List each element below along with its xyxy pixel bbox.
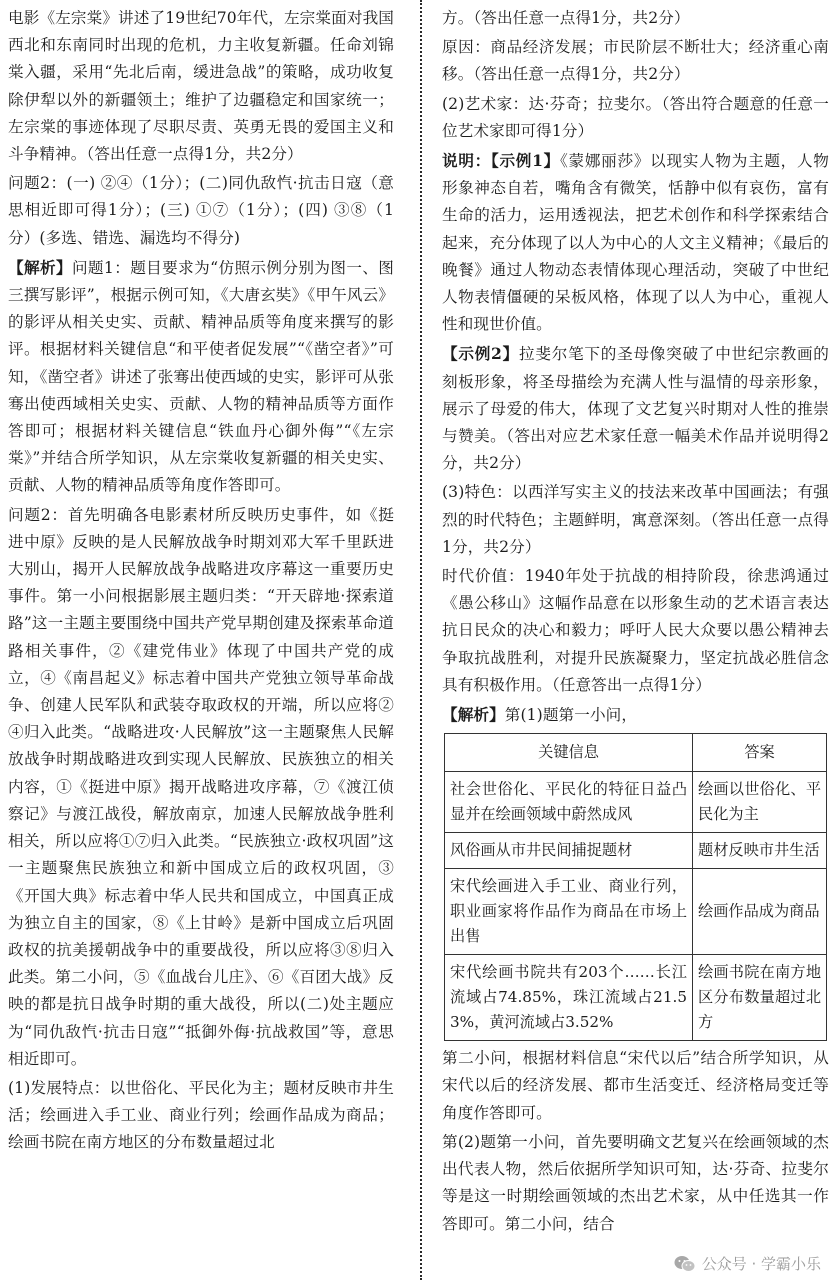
right-paragraph-2: 原因：商品经济发展；市民阶层不断壮大；经济重心南移。（答出任意一点得1分，共2分） — [442, 38, 829, 84]
right-column — [442, 0, 831, 1280]
right-paragraph-6: (3)特色：以西洋写实主义的技法来改革中国画法；有强烈的时代特色；主题鲜明，寓意深刻。（答出任意一点得1分，共2分） — [442, 483, 829, 556]
analysis-tag: 【解析】 — [8, 257, 72, 277]
table-header-row — [445, 734, 827, 772]
watermark — [674, 1253, 821, 1274]
right-paragraph-7: 时代价值：1940年处于抗战的相持阶段，徐悲鸿通过《愚公移山》这幅作品意在以形象生动的艺术语言表达抗日民众的决心和毅力；呼吁人民大众要以愚公精神去争取抗战胜利，对提升民族凝聚力，坚定抗战必胜信念具有积极作用。（任意答出一点得1分） — [442, 567, 829, 694]
table-row — [445, 955, 827, 1041]
right-paragraph-3: (2)艺术家：达·芬奇；拉斐尔。（答出符合题意的任意一位艺术家即可得1分） — [442, 94, 829, 140]
wechat-icon — [674, 1255, 696, 1273]
column-divider — [420, 0, 422, 1280]
right-paragraph-5: 【示例2】拉斐尔笔下的圣母像突破了中世纪宗教画的刻板形象，将圣母描绘为充满人性与温情的母亲形象，展示了母爱的伟大，体现了文艺复兴时期对人性的推崇与赞美。（答出对应艺术家任意一幅美术作品并说明得2分，共2分） — [442, 344, 829, 473]
table-cell: 宋代绘画进入手工业、商业行列，职业画家将作品作为商品在市场上出售 — [445, 869, 693, 955]
left-paragraph-5: (1)发展特点：以世俗化、平民化为主；题材反映市井生活；绘画进入手工业、商业行列；绘画作品成为商品；绘画书院在南方地区的分布数量超过北 — [8, 1078, 394, 1152]
table-cell: 宋代绘画书院共有203个……长江流域占74.85%，珠江流域占21.53%，黄河流域占3.52% — [445, 955, 693, 1041]
left-paragraph-3: 【解析】问题1：题目要求为“仿照示例分别为图一、图三撰写影评”，根据示例可知，《大唐玄奘》《甲午风云》的影评从相关史实、贡献、精神品质等角度来撰写的影评。根据材料关键信息“和平使者促发展”“《凿空者》”可知，《凿空者》讲述了张骞出使西域的史实，影评可从张骞出使西域相关史实、贡献、人物的精神品质等方面作答即可；根据材料关键信息“铁血丹心御外侮”“《左宗棠》”并结合所学知识，从左宗棠收复新疆的相关史实、贡献、人物的精神品质等角度作答即可。 — [8, 257, 394, 495]
table-cell: 绘画书院在南方地区分布数量超过北方 — [693, 955, 827, 1041]
table-cell: 绘画以世俗化、平民化为主 — [693, 772, 827, 833]
example-2-tag: 【示例2】 — [442, 344, 520, 364]
table-row — [445, 833, 827, 869]
watermark-text: 公众号 · 学霸小乐 — [701, 1255, 821, 1273]
table-row — [445, 772, 827, 833]
table-header: 关键信息 — [445, 734, 693, 772]
left-paragraph-4: 问题2：首先明确各电影素材所反映历史事件，如《挺进中原》反映的是人民解放战争时期刘邓大军千里跃进大别山，揭开人民解放战争战略进攻序幕这一重要历史事件。第一小问根据影展主题归类：“开天辟地·探索道路”这一主题主要围绕中国共产党早期创建及探索革命道路相关事件，②《建党伟业》体现了中国共产党的成立，④《南昌起义》标志着中国共产党独立领导革命战争、创建人民军队和武装夺取政权的开端，所以应将②④归入此类。“战略进攻·人民解放”这一主题聚焦人民解放战争时期战略进攻到实现人民解放、民族独立的相关内容，①《挺进中原》揭开战略进攻序幕，⑦《渡江侦察记》与渡江战役，解放南京，加速人民解放战争胜利相关，所以应将①⑦归入此类。“民族独立·政权巩固”这一主题聚焦民族独立和新中国成立后的政权巩固，③《开国大典》标志着中华人民共和国成立，中国真正成为独立自主的国家，⑧《上甘岭》是新中国成立后巩固政权的抗美援朝战争中的重要战役，所以应将③⑧归入此类。第二小问，⑤《血战台儿庄》、⑥《百团大战》反映的都是抗日战争时期的重大战役，所以(二)处主题应为“同仇敌忾·抗击日寇”“抵御外侮·抗战救国”等，意思相近即可。 — [8, 505, 394, 1068]
example-1-tag: 说明：【示例1】 — [442, 151, 561, 171]
left-paragraph-2: 问题2：(一) ②④（1分）；(二)同仇敌忾·抗击日寇（意思相近即可得1分）；(三) ①⑦（1分）；(四) ③⑧（1分）(多选、错选、漏选均不得分) — [8, 174, 394, 247]
table-cell: 绘画作品成为商品 — [693, 869, 827, 955]
table-cell: 社会世俗化、平民化的特征日益凸显并在绘画领域中蔚然成风 — [445, 772, 693, 833]
right-paragraph-9: 第二小问，根据材料信息“宋代以后”结合所学知识，从宋代以后的经济发展、都市生活变迁、经济格局变迁等角度作答即可。 — [442, 1049, 829, 1122]
table-header: 答案 — [693, 734, 827, 772]
left-paragraph-1: 电影《左宗棠》讲述了19世纪70年代，左宗棠面对我国西北和东南同时出现的危机，力主收复新疆。任命刘锦棠入疆，采用“先北后南，缓进急战”的策略，成功收复除伊犁以外的新疆领土；维护了边疆稳定和国家统一；左宗棠的事迹体现了尽职尽责、英勇无畏的爱国主义和斗争精神。（答出任意一点得1分，共2分） — [8, 9, 394, 164]
table-cell: 风俗画从市井民间捕捉题材 — [445, 833, 693, 869]
key-info-table — [444, 733, 827, 1041]
right-paragraph-1: 方。（答出任意一点得1分，共2分） — [442, 9, 690, 27]
right-paragraph-4: 说明：【示例1】《蒙娜丽莎》以现实人物为主题，人物形象神态自若，嘴角含有微笑，恬静中似有哀伤，富有生命的活力，运用透视法，把艺术创作和科学探索结合起来，充分体现了以人为中心的人文主义精神；《最后的晚餐》通过人物动态表情体现心理活动，突破了中世纪人物表情僵硬的呆板风格，体现了以人为中心，重视人性和现世价值。 — [442, 151, 829, 334]
right-paragraph-10: 第(2)题第一小问，首先要明确文艺复兴在绘画领域的杰出代表人物，然后依据所学知识可知，达·芬奇、拉斐尔等是这一时期绘画领域的杰出艺术家，从中任选其一作答即可。第二小问，结合 — [442, 1132, 829, 1233]
analysis-tag: 【解析】 — [442, 705, 505, 725]
table-cell: 题材反映市井生活 — [693, 833, 827, 869]
table-row — [445, 869, 827, 955]
left-column — [0, 0, 398, 1280]
right-paragraph-8: 【解析】第(1)题第一小问， — [442, 705, 638, 725]
